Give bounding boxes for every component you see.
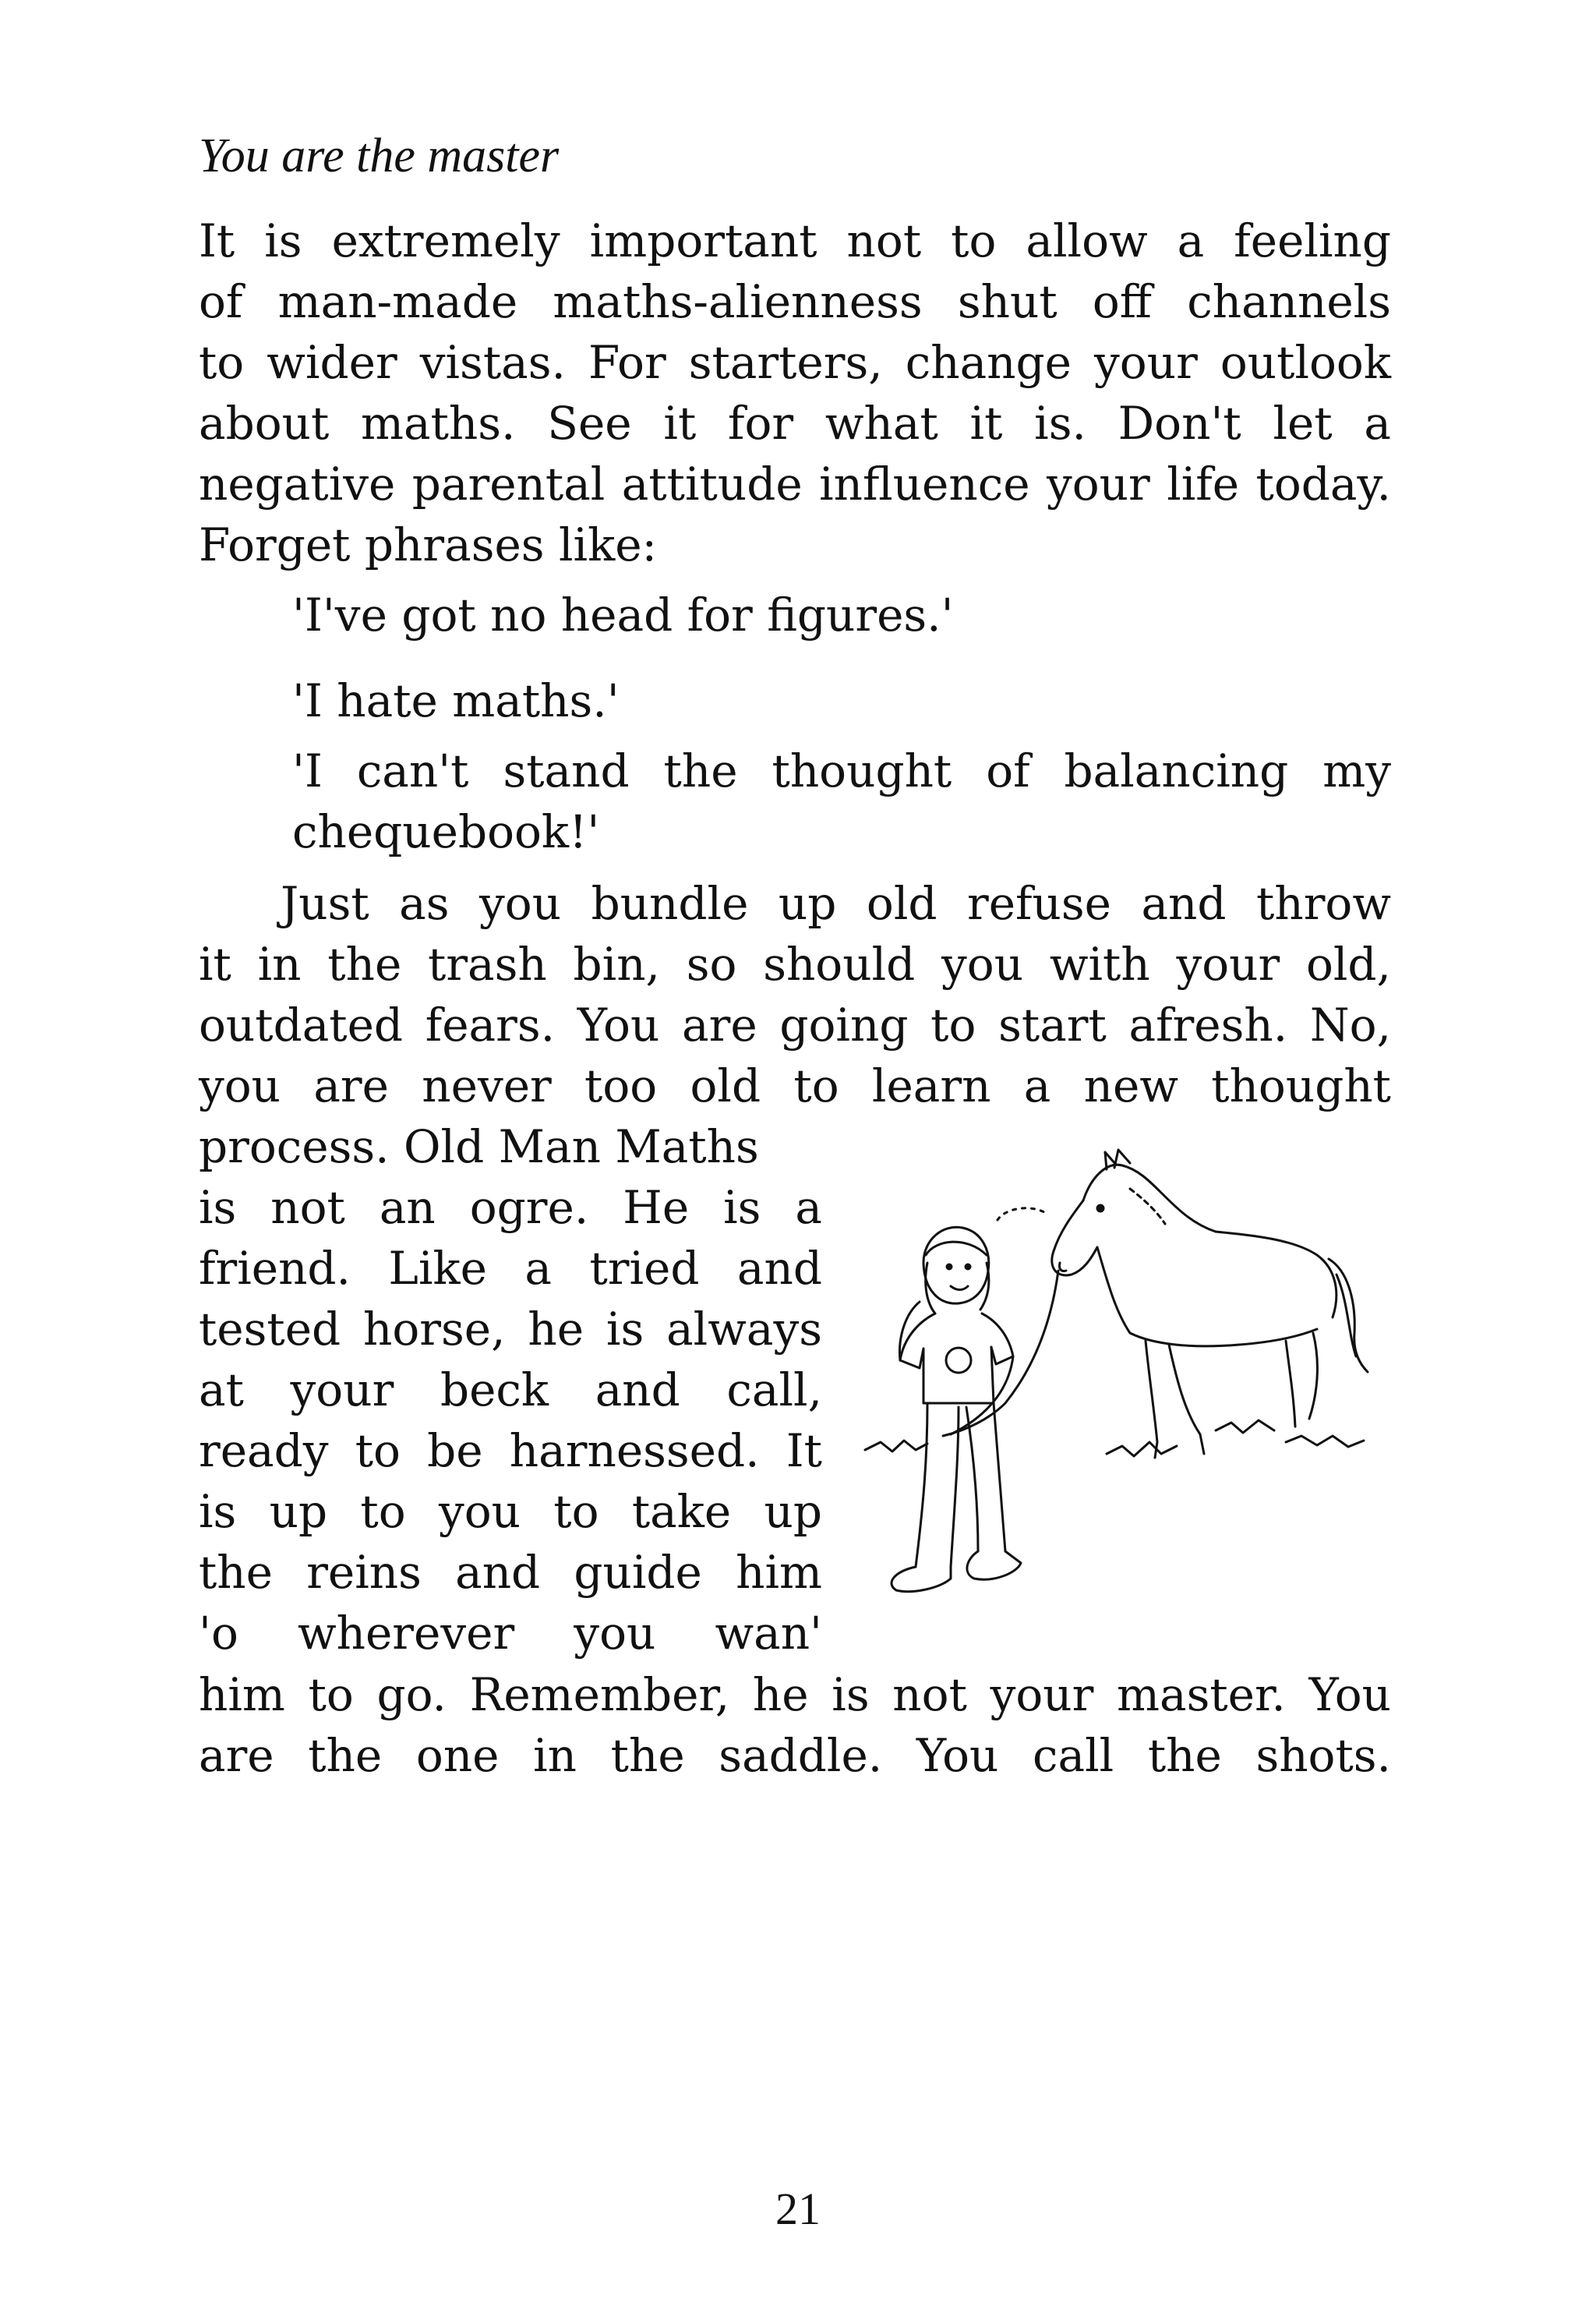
text-line: outdated fears. You are going to start afresh. No, — [199, 999, 1391, 1052]
text-line: negative parental attitude influence your life today. — [199, 458, 1391, 511]
text-line: is not an ogre. He is a — [199, 1181, 822, 1234]
quote-line: 'I've got no head for figures.' — [292, 589, 954, 642]
paragraph-2 — [199, 873, 1391, 1116]
text-line: to wider vistas. For starters, change your outlook — [199, 336, 1391, 389]
quote-line: chequebook!' — [292, 805, 600, 858]
text-line: are the one in the saddle. You call the shots. — [199, 1729, 1391, 1782]
section-heading: You are the master — [199, 129, 560, 182]
paragraph-2-wrapped — [199, 1116, 822, 1664]
quote-2 — [292, 670, 1391, 731]
quote-line: 'I can't stand the thought of balancing my — [292, 744, 1391, 797]
quote-3 — [292, 741, 1391, 862]
quote-line: 'I hate maths.' — [292, 674, 620, 727]
text-line: tested horse, he is always — [199, 1303, 822, 1356]
text-line: Forget phrases like: — [199, 518, 658, 571]
paragraph-2-end — [199, 1664, 1391, 1786]
text-line: the reins and guide him — [199, 1546, 822, 1599]
text-line: friend. Like a tried and — [199, 1242, 822, 1295]
text-line: you are never too old to learn a new thought — [199, 1059, 1391, 1112]
text-line: Just as you bundle up old refuse and throw — [281, 877, 1391, 930]
page-number: 21 — [775, 2183, 821, 2234]
text-line: at your beck and call, — [199, 1363, 822, 1416]
girl-leading-horse-illustration — [849, 1146, 1411, 1645]
text-line: him to go. Remember, he is not your master. You — [199, 1668, 1391, 1721]
text-line: of man-made maths-alienness shut off channels — [199, 275, 1391, 328]
paragraph-1 — [199, 210, 1391, 575]
text-line: is up to you to take up — [199, 1485, 822, 1538]
quote-1 — [292, 585, 1391, 645]
text-line: It is extremely important not to allow a feeling — [199, 214, 1391, 267]
text-line: ready to be harnessed. It — [199, 1424, 822, 1477]
text-line: process. Old Man Maths — [199, 1120, 759, 1173]
text-line: it in the trash bin, so should you with your old, — [199, 938, 1391, 991]
text-line: 'o wherever you wan' — [199, 1607, 822, 1660]
text-line: about maths. See it for what it is. Don't let a — [199, 397, 1391, 450]
